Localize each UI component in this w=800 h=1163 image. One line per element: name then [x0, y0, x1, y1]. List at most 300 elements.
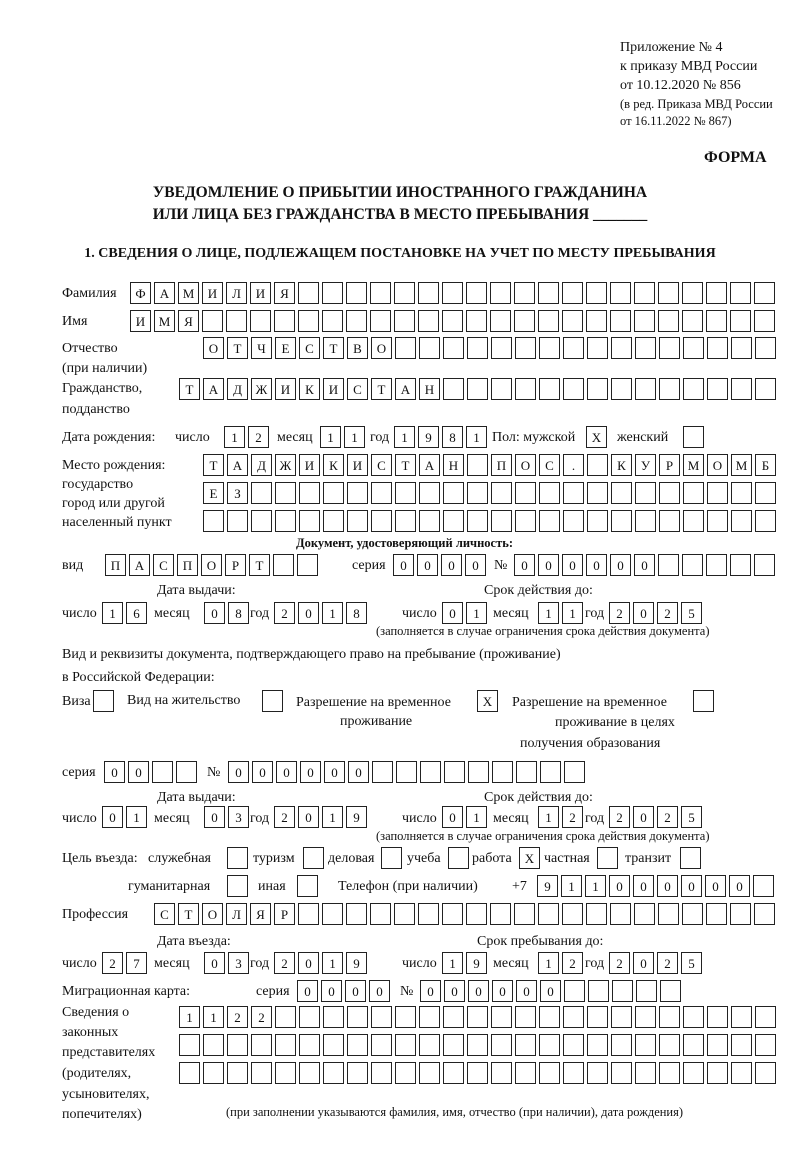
char-box[interactable]: 0	[298, 602, 319, 624]
char-box[interactable]: 0	[729, 875, 750, 897]
char-box[interactable]	[611, 337, 632, 359]
char-box[interactable]	[466, 282, 487, 304]
char-box[interactable]	[683, 337, 704, 359]
char-box[interactable]: А	[419, 454, 440, 476]
char-box[interactable]	[346, 903, 367, 925]
char-box[interactable]	[371, 1034, 392, 1056]
char-box[interactable]: 5	[681, 602, 702, 624]
char-box[interactable]	[275, 1006, 296, 1028]
char-box[interactable]	[371, 482, 392, 504]
char-box[interactable]	[491, 1062, 512, 1084]
char-box[interactable]: 0	[393, 554, 414, 576]
char-box[interactable]	[491, 1034, 512, 1056]
char-box[interactable]	[659, 1062, 680, 1084]
char-box[interactable]: 1	[322, 952, 343, 974]
char-box[interactable]	[418, 903, 439, 925]
char-box[interactable]	[396, 761, 417, 783]
char-box[interactable]	[467, 454, 488, 476]
char-box[interactable]: 2	[657, 602, 678, 624]
char-box[interactable]: А	[154, 282, 175, 304]
char-box[interactable]: 0	[298, 952, 319, 974]
char-box[interactable]	[563, 1034, 584, 1056]
char-box[interactable]: 0	[204, 952, 225, 974]
char-box[interactable]	[753, 875, 774, 897]
char-box[interactable]	[419, 1062, 440, 1084]
char-box[interactable]: С	[539, 454, 560, 476]
char-box[interactable]: 0	[492, 980, 513, 1002]
char-box[interactable]	[322, 310, 343, 332]
char-box[interactable]: 0	[633, 875, 654, 897]
char-box[interactable]	[468, 761, 489, 783]
char-box[interactable]	[490, 903, 511, 925]
char-box[interactable]: X	[519, 847, 540, 869]
char-box[interactable]	[322, 282, 343, 304]
char-box[interactable]: 8	[346, 602, 367, 624]
char-box[interactable]: Е	[275, 337, 296, 359]
char-box[interactable]: 0	[633, 952, 654, 974]
char-box[interactable]	[347, 1062, 368, 1084]
char-box[interactable]	[611, 378, 632, 400]
char-box[interactable]	[730, 310, 751, 332]
char-box[interactable]	[683, 426, 704, 448]
char-box[interactable]	[539, 1034, 560, 1056]
char-box[interactable]	[564, 761, 585, 783]
char-box[interactable]	[587, 510, 608, 532]
char-box[interactable]	[297, 554, 318, 576]
char-box[interactable]	[443, 1034, 464, 1056]
char-box[interactable]	[370, 310, 391, 332]
char-box[interactable]: 0	[128, 761, 149, 783]
char-box[interactable]: 1	[394, 426, 415, 448]
char-box[interactable]	[298, 310, 319, 332]
char-box[interactable]	[179, 1062, 200, 1084]
char-box[interactable]	[539, 337, 560, 359]
char-box[interactable]	[707, 1006, 728, 1028]
char-box[interactable]: 7	[126, 952, 147, 974]
char-box[interactable]: 1	[538, 602, 559, 624]
char-box[interactable]	[587, 454, 608, 476]
char-box[interactable]: 0	[442, 602, 463, 624]
char-box[interactable]	[515, 1034, 536, 1056]
char-box[interactable]	[611, 510, 632, 532]
char-box[interactable]	[730, 554, 751, 576]
char-box[interactable]	[659, 482, 680, 504]
char-box[interactable]	[371, 510, 392, 532]
char-box[interactable]: А	[227, 454, 248, 476]
char-box[interactable]: 1	[179, 1006, 200, 1028]
char-box[interactable]	[467, 482, 488, 504]
char-box[interactable]	[587, 337, 608, 359]
char-box[interactable]	[563, 1062, 584, 1084]
char-box[interactable]	[539, 1062, 560, 1084]
char-box[interactable]: 1	[562, 602, 583, 624]
char-box[interactable]	[634, 310, 655, 332]
char-box[interactable]: 2	[609, 806, 630, 828]
char-box[interactable]: .	[563, 454, 584, 476]
char-box[interactable]: 1	[585, 875, 606, 897]
char-box[interactable]: И	[347, 454, 368, 476]
char-box[interactable]: 1	[344, 426, 365, 448]
char-box[interactable]	[636, 980, 657, 1002]
char-box[interactable]	[395, 337, 416, 359]
char-box[interactable]: 0	[300, 761, 321, 783]
char-box[interactable]	[587, 1006, 608, 1028]
char-box[interactable]	[448, 847, 469, 869]
char-box[interactable]: 9	[346, 806, 367, 828]
char-box[interactable]: Ж	[251, 378, 272, 400]
char-box[interactable]	[299, 1062, 320, 1084]
char-box[interactable]: 0	[633, 602, 654, 624]
char-box[interactable]: 8	[442, 426, 463, 448]
char-box[interactable]	[731, 1006, 752, 1028]
char-box[interactable]	[754, 282, 775, 304]
char-box[interactable]	[539, 378, 560, 400]
char-box[interactable]	[693, 690, 714, 712]
char-box[interactable]	[635, 1006, 656, 1028]
char-box[interactable]: Т	[227, 337, 248, 359]
char-box[interactable]	[706, 282, 727, 304]
char-box[interactable]	[659, 1006, 680, 1028]
char-box[interactable]: 0	[657, 875, 678, 897]
char-box[interactable]	[227, 847, 248, 869]
char-box[interactable]: 0	[465, 554, 486, 576]
char-box[interactable]	[227, 1062, 248, 1084]
char-box[interactable]: А	[395, 378, 416, 400]
char-box[interactable]	[586, 310, 607, 332]
char-box[interactable]	[516, 761, 537, 783]
char-box[interactable]	[467, 337, 488, 359]
char-box[interactable]	[419, 1034, 440, 1056]
char-box[interactable]: И	[130, 310, 151, 332]
char-box[interactable]	[323, 1034, 344, 1056]
char-box[interactable]: 8	[228, 602, 249, 624]
char-box[interactable]: 9	[418, 426, 439, 448]
char-box[interactable]	[299, 1034, 320, 1056]
char-box[interactable]	[273, 554, 294, 576]
char-box[interactable]	[731, 1034, 752, 1056]
char-box[interactable]	[395, 1006, 416, 1028]
char-box[interactable]	[610, 310, 631, 332]
char-box[interactable]: О	[371, 337, 392, 359]
char-box[interactable]: Т	[178, 903, 199, 925]
char-box[interactable]	[755, 482, 776, 504]
char-box[interactable]: Р	[659, 454, 680, 476]
char-box[interactable]	[152, 761, 173, 783]
char-box[interactable]: 2	[609, 602, 630, 624]
char-box[interactable]: 0	[420, 980, 441, 1002]
char-box[interactable]	[323, 1062, 344, 1084]
char-box[interactable]	[443, 1062, 464, 1084]
char-box[interactable]	[587, 378, 608, 400]
char-box[interactable]: У	[635, 454, 656, 476]
char-box[interactable]	[346, 310, 367, 332]
char-box[interactable]	[658, 310, 679, 332]
char-box[interactable]	[203, 1062, 224, 1084]
char-box[interactable]: 0	[538, 554, 559, 576]
char-box[interactable]: 1	[466, 426, 487, 448]
char-box[interactable]	[707, 1034, 728, 1056]
char-box[interactable]	[303, 847, 324, 869]
char-box[interactable]: И	[202, 282, 223, 304]
char-box[interactable]	[443, 482, 464, 504]
char-box[interactable]	[491, 1006, 512, 1028]
char-box[interactable]: Е	[203, 482, 224, 504]
char-box[interactable]	[563, 482, 584, 504]
char-box[interactable]	[730, 903, 751, 925]
char-box[interactable]	[298, 282, 319, 304]
char-box[interactable]	[347, 1034, 368, 1056]
char-box[interactable]	[588, 980, 609, 1002]
char-box[interactable]: 0	[102, 806, 123, 828]
char-box[interactable]	[538, 903, 559, 925]
char-box[interactable]	[539, 510, 560, 532]
char-box[interactable]	[226, 310, 247, 332]
char-box[interactable]	[683, 1062, 704, 1084]
char-box[interactable]	[93, 690, 114, 712]
char-box[interactable]	[395, 1034, 416, 1056]
char-box[interactable]: 1	[466, 806, 487, 828]
char-box[interactable]: 0	[369, 980, 390, 1002]
char-box[interactable]: 2	[227, 1006, 248, 1028]
char-box[interactable]	[659, 337, 680, 359]
char-box[interactable]	[730, 282, 751, 304]
char-box[interactable]	[755, 1034, 776, 1056]
char-box[interactable]: 0	[705, 875, 726, 897]
char-box[interactable]	[514, 282, 535, 304]
char-box[interactable]: 0	[228, 761, 249, 783]
char-box[interactable]	[610, 282, 631, 304]
char-box[interactable]	[682, 310, 703, 332]
char-box[interactable]	[635, 482, 656, 504]
char-box[interactable]	[515, 378, 536, 400]
char-box[interactable]: 1	[320, 426, 341, 448]
char-box[interactable]: 0	[540, 980, 561, 1002]
char-box[interactable]: 0	[562, 554, 583, 576]
char-box[interactable]	[418, 282, 439, 304]
char-box[interactable]	[227, 510, 248, 532]
char-box[interactable]: Р	[274, 903, 295, 925]
char-box[interactable]	[275, 482, 296, 504]
char-box[interactable]	[659, 510, 680, 532]
char-box[interactable]	[755, 1062, 776, 1084]
char-box[interactable]	[683, 1034, 704, 1056]
char-box[interactable]: П	[105, 554, 126, 576]
char-box[interactable]	[682, 282, 703, 304]
char-box[interactable]: Т	[395, 454, 416, 476]
char-box[interactable]	[443, 378, 464, 400]
char-box[interactable]: 2	[248, 426, 269, 448]
char-box[interactable]: X	[586, 426, 607, 448]
char-box[interactable]: С	[154, 903, 175, 925]
char-box[interactable]	[754, 903, 775, 925]
char-box[interactable]: 1	[442, 952, 463, 974]
char-box[interactable]	[755, 510, 776, 532]
char-box[interactable]: 0	[204, 806, 225, 828]
char-box[interactable]: С	[299, 337, 320, 359]
char-box[interactable]: К	[299, 378, 320, 400]
char-box[interactable]: Д	[227, 378, 248, 400]
char-box[interactable]: 1	[538, 952, 559, 974]
char-box[interactable]: 0	[514, 554, 535, 576]
char-box[interactable]	[611, 1062, 632, 1084]
char-box[interactable]	[251, 1062, 272, 1084]
char-box[interactable]	[611, 1034, 632, 1056]
char-box[interactable]: 0	[276, 761, 297, 783]
char-box[interactable]	[563, 337, 584, 359]
char-box[interactable]: 1	[126, 806, 147, 828]
char-box[interactable]: М	[683, 454, 704, 476]
char-box[interactable]	[562, 903, 583, 925]
char-box[interactable]	[443, 337, 464, 359]
char-box[interactable]	[635, 1034, 656, 1056]
char-box[interactable]	[659, 378, 680, 400]
char-box[interactable]: X	[477, 690, 498, 712]
char-box[interactable]	[731, 378, 752, 400]
char-box[interactable]	[467, 1062, 488, 1084]
char-box[interactable]: Т	[371, 378, 392, 400]
char-box[interactable]: Т	[323, 337, 344, 359]
char-box[interactable]	[538, 310, 559, 332]
char-box[interactable]	[323, 482, 344, 504]
char-box[interactable]	[515, 482, 536, 504]
char-box[interactable]	[490, 310, 511, 332]
char-box[interactable]	[467, 378, 488, 400]
char-box[interactable]	[612, 980, 633, 1002]
char-box[interactable]: 0	[516, 980, 537, 1002]
char-box[interactable]: 0	[681, 875, 702, 897]
char-box[interactable]	[346, 282, 367, 304]
char-box[interactable]: 1	[561, 875, 582, 897]
char-box[interactable]	[754, 310, 775, 332]
char-box[interactable]	[299, 1006, 320, 1028]
char-box[interactable]	[262, 690, 283, 712]
char-box[interactable]	[635, 378, 656, 400]
char-box[interactable]: 0	[442, 806, 463, 828]
char-box[interactable]	[538, 282, 559, 304]
char-box[interactable]	[587, 482, 608, 504]
char-box[interactable]	[563, 1006, 584, 1028]
char-box[interactable]: О	[202, 903, 223, 925]
char-box[interactable]: 9	[346, 952, 367, 974]
char-box[interactable]	[514, 903, 535, 925]
char-box[interactable]: И	[275, 378, 296, 400]
char-box[interactable]	[202, 310, 223, 332]
char-box[interactable]	[370, 903, 391, 925]
char-box[interactable]	[707, 482, 728, 504]
char-box[interactable]: 0	[609, 875, 630, 897]
char-box[interactable]	[299, 510, 320, 532]
char-box[interactable]: 0	[252, 761, 273, 783]
char-box[interactable]: 0	[321, 980, 342, 1002]
char-box[interactable]: 2	[562, 806, 583, 828]
char-box[interactable]: 2	[657, 806, 678, 828]
char-box[interactable]	[587, 1062, 608, 1084]
char-box[interactable]	[731, 482, 752, 504]
char-box[interactable]: Б	[755, 454, 776, 476]
char-box[interactable]	[731, 337, 752, 359]
char-box[interactable]	[490, 282, 511, 304]
char-box[interactable]	[298, 903, 319, 925]
char-box[interactable]	[611, 482, 632, 504]
char-box[interactable]: Л	[226, 903, 247, 925]
char-box[interactable]	[635, 337, 656, 359]
char-box[interactable]: 1	[322, 806, 343, 828]
char-box[interactable]	[297, 875, 318, 897]
char-box[interactable]	[251, 482, 272, 504]
char-box[interactable]	[706, 310, 727, 332]
char-box[interactable]	[706, 554, 727, 576]
char-box[interactable]	[754, 554, 775, 576]
char-box[interactable]	[322, 903, 343, 925]
char-box[interactable]	[514, 310, 535, 332]
char-box[interactable]	[274, 310, 295, 332]
char-box[interactable]	[658, 903, 679, 925]
char-box[interactable]: 1	[322, 602, 343, 624]
char-box[interactable]: С	[371, 454, 392, 476]
char-box[interactable]	[660, 980, 681, 1002]
char-box[interactable]	[515, 337, 536, 359]
char-box[interactable]	[683, 378, 704, 400]
char-box[interactable]: С	[153, 554, 174, 576]
char-box[interactable]	[492, 761, 513, 783]
char-box[interactable]	[394, 310, 415, 332]
char-box[interactable]: В	[347, 337, 368, 359]
char-box[interactable]	[467, 1034, 488, 1056]
char-box[interactable]	[564, 980, 585, 1002]
char-box[interactable]	[443, 1006, 464, 1028]
char-box[interactable]	[586, 282, 607, 304]
char-box[interactable]	[540, 761, 561, 783]
char-box[interactable]	[394, 282, 415, 304]
char-box[interactable]	[515, 510, 536, 532]
char-box[interactable]: А	[129, 554, 150, 576]
char-box[interactable]: Ф	[130, 282, 151, 304]
char-box[interactable]	[442, 282, 463, 304]
char-box[interactable]	[707, 1062, 728, 1084]
char-box[interactable]	[466, 310, 487, 332]
char-box[interactable]	[323, 510, 344, 532]
char-box[interactable]	[563, 510, 584, 532]
char-box[interactable]	[755, 378, 776, 400]
char-box[interactable]: 0	[634, 554, 655, 576]
char-box[interactable]: 1	[102, 602, 123, 624]
char-box[interactable]	[251, 510, 272, 532]
char-box[interactable]: 3	[228, 952, 249, 974]
char-box[interactable]	[491, 482, 512, 504]
char-box[interactable]: 9	[537, 875, 558, 897]
char-box[interactable]: Я	[250, 903, 271, 925]
char-box[interactable]: Т	[203, 454, 224, 476]
char-box[interactable]	[611, 1006, 632, 1028]
char-box[interactable]	[395, 1062, 416, 1084]
char-box[interactable]: И	[250, 282, 271, 304]
char-box[interactable]: 0	[444, 980, 465, 1002]
char-box[interactable]	[682, 554, 703, 576]
char-box[interactable]	[467, 1006, 488, 1028]
char-box[interactable]: А	[203, 378, 224, 400]
char-box[interactable]	[381, 847, 402, 869]
char-box[interactable]: Ж	[275, 454, 296, 476]
char-box[interactable]: 2	[562, 952, 583, 974]
char-box[interactable]	[443, 510, 464, 532]
char-box[interactable]	[539, 1006, 560, 1028]
char-box[interactable]: О	[707, 454, 728, 476]
char-box[interactable]	[372, 761, 393, 783]
char-box[interactable]: М	[178, 282, 199, 304]
char-box[interactable]: 2	[251, 1006, 272, 1028]
char-box[interactable]	[515, 1062, 536, 1084]
char-box[interactable]: 0	[298, 806, 319, 828]
